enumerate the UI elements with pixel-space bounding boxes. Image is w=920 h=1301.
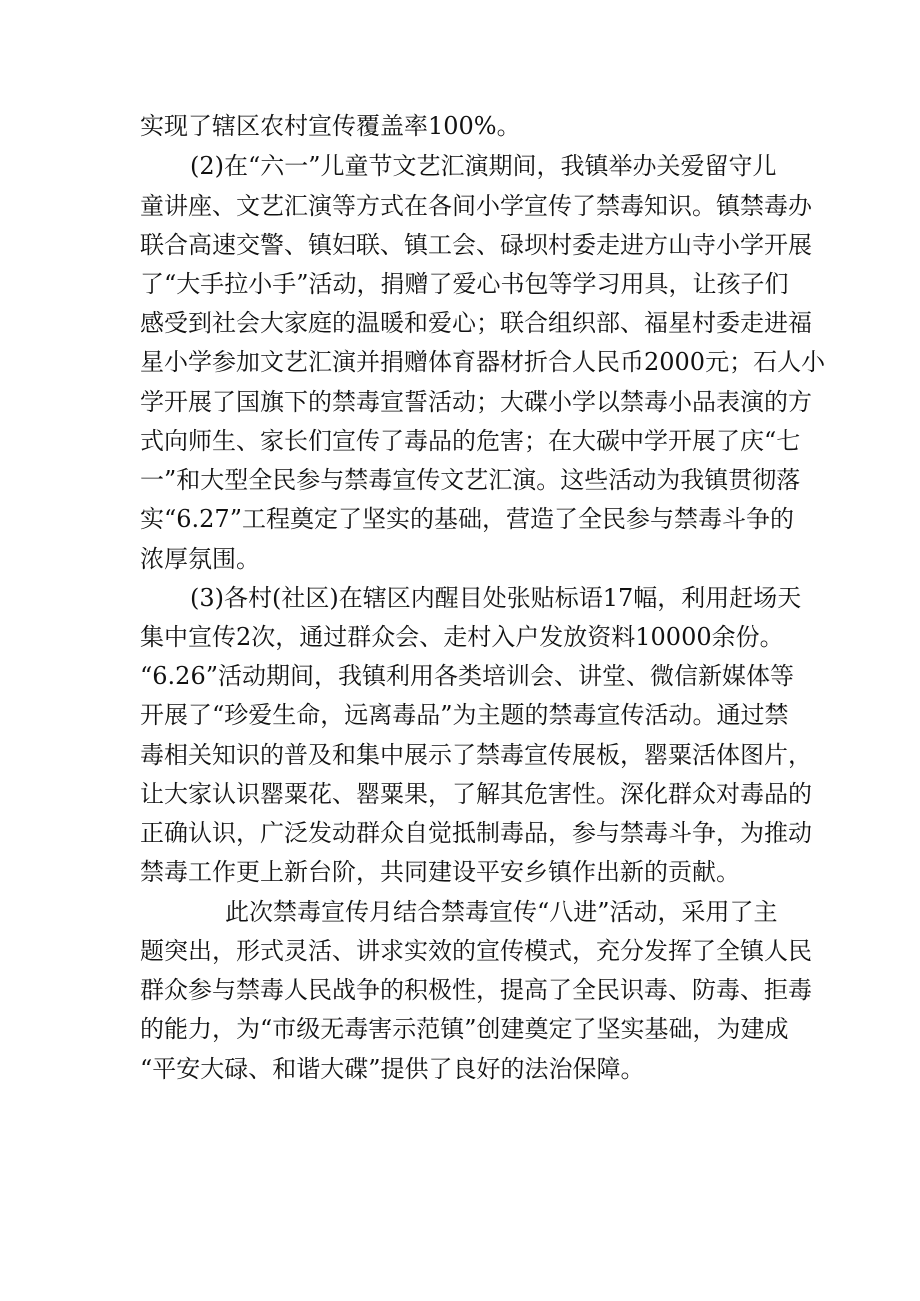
paragraph-line: 毒相关知识的普及和集中展示了禁毒宣传展板，罂粟活体图片， bbox=[140, 741, 812, 769]
paragraph-line: (3)各村(社区)在辖区内醒目处张贴标语17幅，利用赶场天 bbox=[190, 584, 802, 612]
paragraph-line: 开展了“珍爱生命，远离毒品”为主题的禁毒宣传活动。通过禁 bbox=[140, 701, 789, 729]
paragraph-line: 禁毒工作更上新台阶，共同建设平安乡镇作出新的贡献。 bbox=[140, 858, 740, 886]
paragraph-line: 浓厚氛围。 bbox=[140, 545, 260, 573]
paragraph-line: 实“6.27”工程奠定了坚实的基础，营造了全民参与禁毒斗争的 bbox=[140, 505, 794, 533]
paragraph-line: 让大家认识罂粟花、罂粟果，了解其危害性。深化群众对毒品的 bbox=[140, 780, 812, 808]
paragraph-line: 实现了辖区农村宣传覆盖率100%。 bbox=[140, 112, 521, 140]
paragraph-line: 一”和大型全民参与禁毒宣传文艺汇演。这些活动为我镇贯彻落 bbox=[140, 466, 801, 494]
paragraph-line: 式向师生、家长们宣传了毒品的危害；在大碳中学开展了庆“七 bbox=[140, 427, 801, 455]
paragraph-line: “6.26”活动期间，我镇利用各类培训会、讲堂、微信新媒体等 bbox=[140, 662, 794, 690]
paragraph-line: “平安大碌、和谐大碟”提供了良好的法治保障。 bbox=[140, 1055, 645, 1083]
paragraph-line: 联合高速交警、镇妇联、镇工会、碌坝村委走进方山寺小学开展 bbox=[140, 231, 812, 259]
paragraph-line: 正确认识，广泛发动群众自觉抵制毒品，参与禁毒斗争，为推动 bbox=[140, 819, 812, 847]
paragraph-line: 学开展了国旗下的禁毒宣誓活动；大碟小学以禁毒小品表演的方 bbox=[140, 388, 812, 416]
paragraph-line: 此次禁毒宣传月结合禁毒宣传“八进”活动，采用了主 bbox=[225, 898, 778, 926]
paragraph-line: 童讲座、文艺汇演等方式在各间小学宣传了禁毒知识。镇禁毒办 bbox=[140, 192, 812, 220]
paragraph-line: 集中宣传2次，通过群众会、走村入户发放资料10000余份。 bbox=[140, 623, 784, 651]
paragraph-line: 群众参与禁毒人民战争的积极性，提高了全民识毒、防毒、拒毒 bbox=[140, 976, 812, 1004]
paragraph-line: 感受到社会大家庭的温暖和爱心；联合组织部、福星村委走进福 bbox=[140, 309, 812, 337]
paragraph-line: 星小学参加文艺汇演并捐赠体育器材折合人民币2000元；石人小 bbox=[140, 348, 826, 376]
paragraph-line: 了“大手拉小手”活动，捐赠了爱心书包等学习用具，让孩子们 bbox=[140, 270, 789, 298]
paragraph-line: 题突出，形式灵活、讲求实效的宣传模式，充分发挥了全镇人民 bbox=[140, 937, 812, 965]
paragraph-line: 的能力，为“市级无毒害示范镇”创建奠定了坚实基础，为建成 bbox=[140, 1015, 789, 1043]
paragraph-line: (2)在“六一”儿童节文艺汇演期间，我镇举办关爱留守儿 bbox=[190, 152, 777, 180]
